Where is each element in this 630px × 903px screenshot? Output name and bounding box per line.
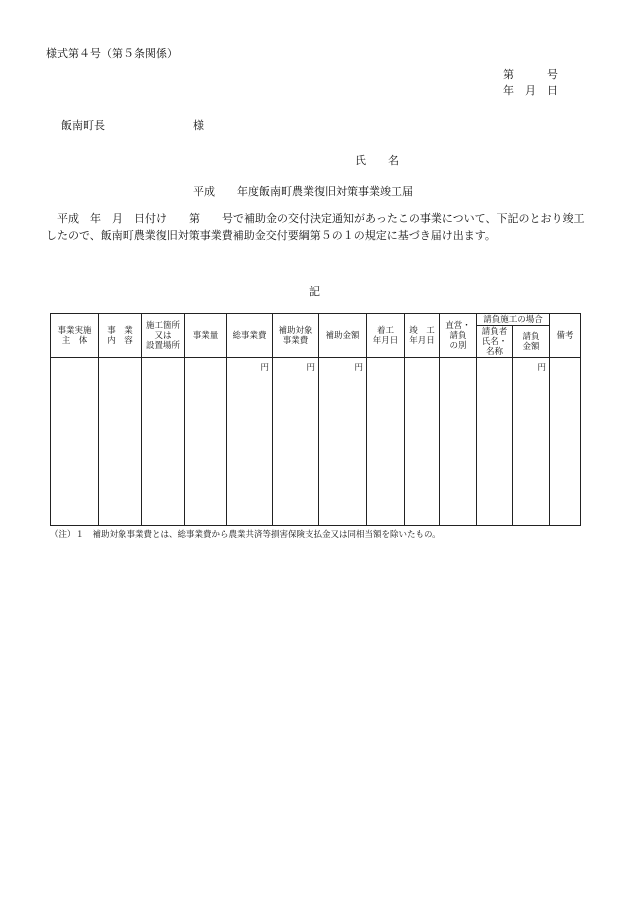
applicant-name-line: 氏 名 (355, 154, 399, 167)
cell-contract-amount: 円 (513, 358, 550, 526)
honorific: 様 (193, 119, 204, 132)
addressee: 飯南町長 (61, 119, 105, 132)
header-subsidy-cost: 補助対象 事業費 (273, 314, 319, 358)
ki-heading: 記 (309, 285, 320, 298)
cell-remarks (550, 358, 581, 526)
document-title: 平成 年度飯南町農業復旧対策事業竣工届 (193, 185, 413, 198)
form-number: 様式第４号（第５条関係） (46, 47, 178, 60)
header-contract-amount: 請負 金額 (513, 326, 550, 358)
document-date-line: 年 月 日 (503, 84, 558, 97)
header-location: 施工箇所 又は 設置場所 (142, 314, 185, 358)
cell-start-date (367, 358, 405, 526)
cell-entity (51, 358, 99, 526)
header-start-date: 着工 年月日 (367, 314, 405, 358)
header-entity: 事業実施 主 体 (51, 314, 99, 358)
cell-subsidy-cost: 円 (273, 358, 319, 526)
header-remarks: 備考 (550, 314, 581, 358)
header-quantity: 事業量 (185, 314, 227, 358)
cell-contractor-name (477, 358, 513, 526)
header-completion-date: 竣 工 年月日 (405, 314, 440, 358)
header-total-cost: 総事業費 (227, 314, 273, 358)
project-table (50, 313, 581, 526)
cell-content (99, 358, 142, 526)
document-number-line: 第 号 (503, 68, 558, 81)
footnote: （注）１ 補助対象事業費とは、総事業費から農業共済等損害保険支払金又は同相当額を除いたもの。 (50, 530, 441, 540)
cell-direct-or-contract (440, 358, 477, 526)
header-subsidy-amount: 補助金額 (319, 314, 367, 358)
header-contract-group: 請負施工の場合 (477, 314, 550, 326)
cell-location (142, 358, 185, 526)
header-content: 事 業 内 容 (99, 314, 142, 358)
cell-completion-date (405, 358, 440, 526)
cell-total-cost: 円 (227, 358, 273, 526)
body-paragraph: 平成 年 月 日付け 第 号で補助金の交付決定通知があったこの事業について、下記のとおり竣工したので、飯南町農業復旧対策事業費補助金交付要綱第５の１の規定に基づき届け出ます。 (46, 212, 585, 242)
cell-subsidy-amount: 円 (319, 358, 367, 526)
header-contractor-name: 請負者 氏名・ 名称 (477, 326, 513, 358)
table-row (51, 358, 581, 526)
header-direct-or-contract: 直営・ 請負 の別 (440, 314, 477, 358)
cell-quantity (185, 358, 227, 526)
